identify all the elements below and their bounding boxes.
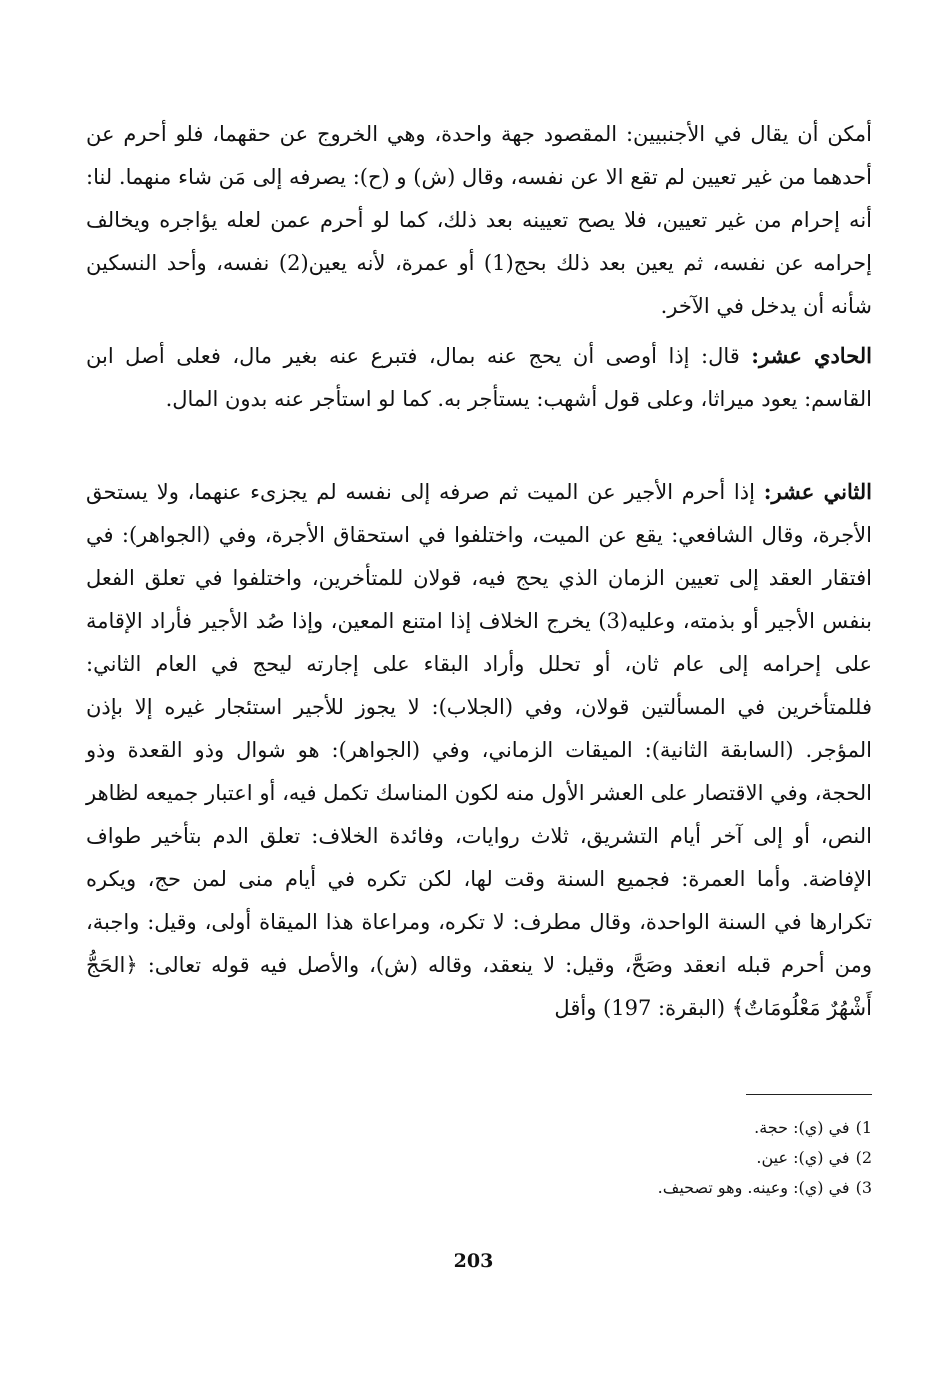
- paragraph-1: [86, 112, 872, 328]
- page-number: 203: [453, 1250, 494, 1272]
- paragraph-3-text: إذا أحرم الأجير عن الميت ثم صرفه إلى نفسه لم يجزىء عنهما، ولا يستحق الأجرة، وقال الشافعي: يقع عن الميت، واختلفوا في استحقاق الأجرة، وفي (الجواهر): في افتقار العقد إلى تعيين الزمان الذي يحج فيه، قولان للمتأخرين، واختلفوا في تعلق الفعل بنفس الأجير أو بذمته، وعليه(3) يخرج الخلاف إذا امتنع المعين، وإذا صُد الأجير فأراد الإقامة على إحرامه إلى عام ثان، أو تحلل وأراد البقاء على إجارته ليحج في العام الثاني: فللمتأخرين في المسألتين قولان، وفي (الجلاب): لا يجوز للأجير استئجار غيره إلا بإذن المؤجر. (السابقة الثانية): الميقات الزماني، وفي (الجواهر): هو شوال وذو القعدة وذو الحجة، وفي الاقتصار على العشر الأول منه لكون المناسك تكمل فيه، أو اعتبار جميعه لظاهر النص، أو إلى آخر أيام التشريق، ثلاث روايات، وفائدة الخلاف: تعلق الدم بتأخير طواف الإفاضة. وأما العمرة: فجميع السنة وقت لها، لكن تكره في أيام منى لمن حج، ويكره تكرارها في السنة الواحدة، وقال مطرف: لا تكره، ومراعاة هذا الميقاة أولى، وقيل: واجبة، ومن أحرم قبله انعقد وصَحَّ، وقيل: لا ينعقد، وقاله (ش)، والأصل فيه قوله تعالى: ﴿الحَجُّ أَشْهُرٌ مَعْلُومَاتٌ﴾ (البقرة: 197) وأقل: [86, 480, 873, 1020]
- paragraph-3-lead: الثاني عشر:: [763, 479, 872, 504]
- paragraph-2: [86, 334, 872, 421]
- footnote-3-text: في (ي): وعينه. وهو تصحيف.: [657, 1178, 850, 1197]
- footnote-1-text: في (ي): حجة.: [754, 1118, 850, 1137]
- footnote-divider: [746, 1094, 872, 1095]
- footnote-2-text: في (ي): عين.: [756, 1148, 850, 1167]
- footnote-1-number: 1): [855, 1118, 872, 1137]
- footnotes: [560, 1113, 872, 1203]
- paragraph-2-text: قال: إذا أوصى أن يحج عنه بمال، فتبرع عنه بغير مال، فعلى أصل ابن القاسم: يعود ميراثا، وعلى قول أشهب: يستأجر به. كما لو استأجر عنه بدون المال.: [86, 344, 872, 411]
- footnote-2-number: 2): [855, 1148, 872, 1167]
- footnote-2: [560, 1143, 872, 1173]
- footnote-1: [560, 1113, 872, 1143]
- paragraph-2-lead: الحادي عشر:: [751, 343, 872, 368]
- paragraph-1-text: أمكن أن يقال في الأجنبيين: المقصود جهة واحدة، وهي الخروج عن حقهما، فلو أحرم عن أحدهما من غير تعيين لم تقع الا عن نفسه، وقال (ش) و (ح): يصرفه إلى مَن شاء منهما. لنا: أنه إحرام من غير تعيين، فلا يصح تعيينه بعد ذلك، كما لو أحرم عمن لعله يؤاجره ويخالف إحرامه عن نفسه، ثم يعين بعد ذلك بحج(1) أو عمرة، لأنه يعين(2) نفسه، وأحد النسكين شأنه أن يدخل في الآخر.: [86, 122, 872, 318]
- paragraph-3: [86, 470, 872, 1030]
- footnote-3-number: 3): [855, 1178, 872, 1197]
- footnote-3: [560, 1173, 872, 1203]
